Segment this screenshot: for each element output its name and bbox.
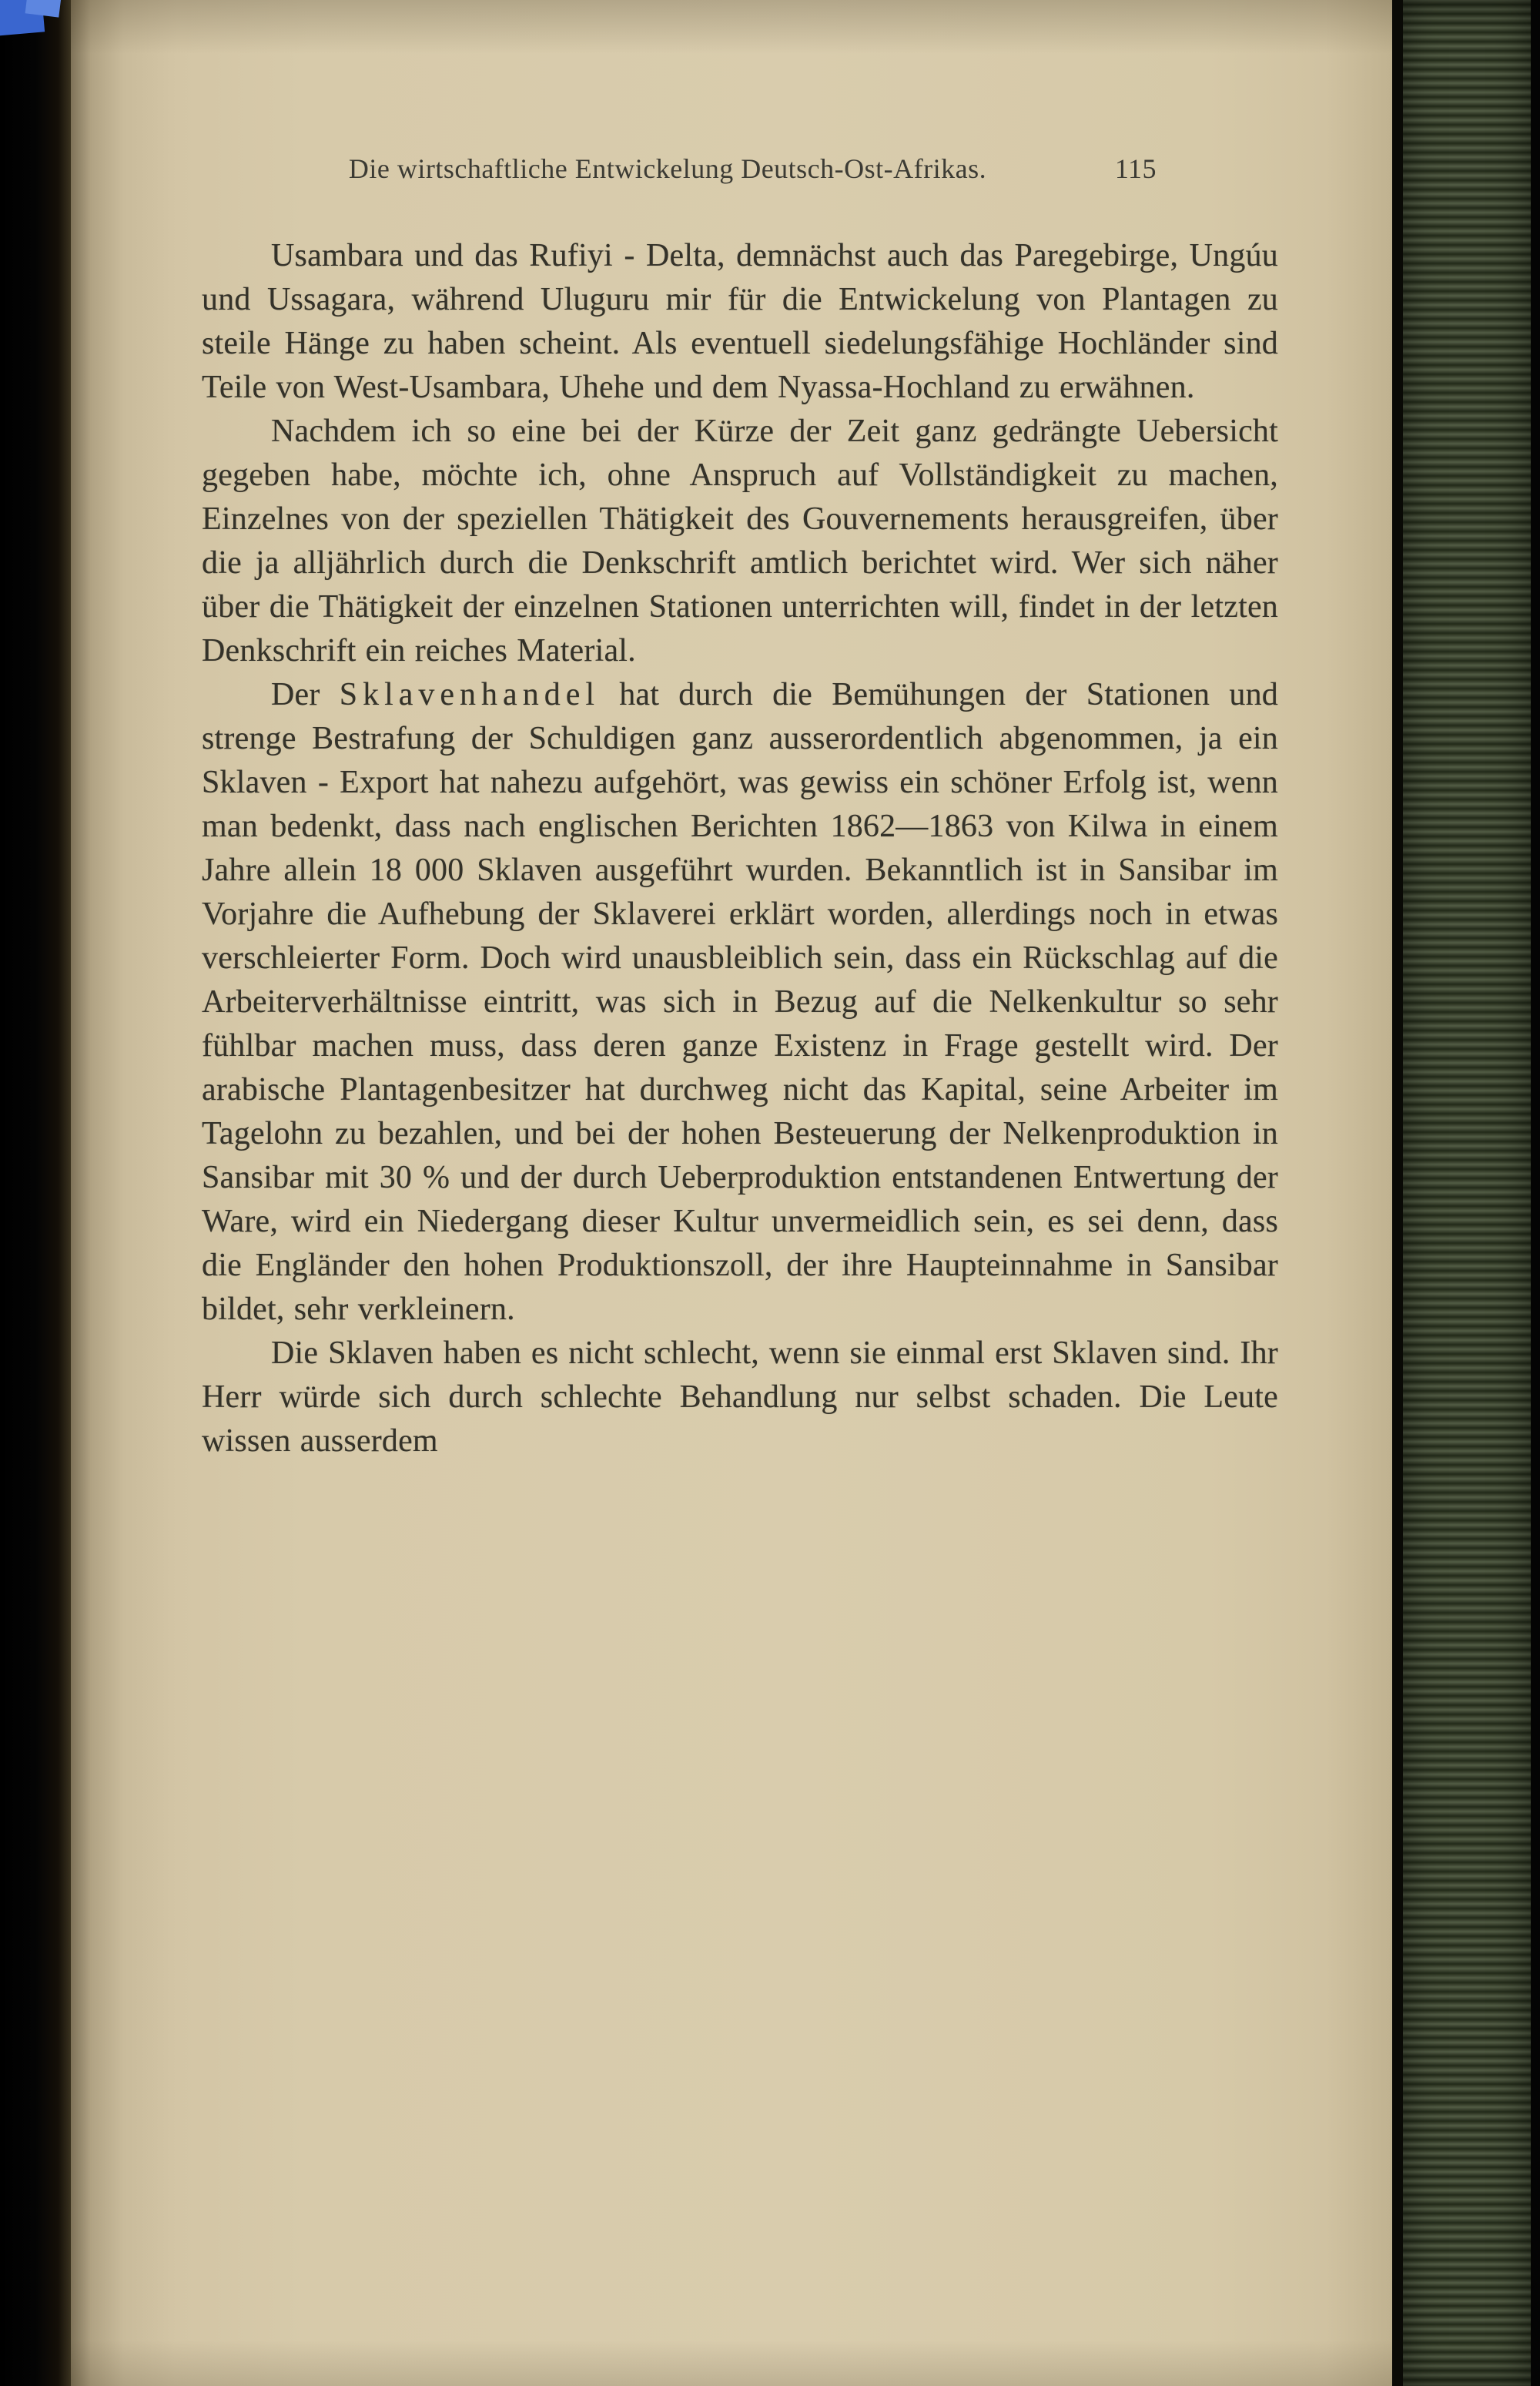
body-text bbox=[202, 234, 1278, 1463]
page-edge-gap bbox=[1392, 0, 1403, 2386]
paragraph: Usambara und das Rufiyi - Delta, demnächst auch das Paregebirge, Ungúu und Ussagara, während Uluguru mir für die Entwickelung von Plantagen zu steile Hänge zu haben scheint. Als eventuell siedelungsfähige Hochländer sind Teile von West-Usambara, Uhehe und dem Nyassa-Hochland zu erwähnen. bbox=[202, 238, 1278, 405]
scan-right-border bbox=[1531, 0, 1540, 2386]
running-header-title: Die wirtschaftliche Entwickelung Deutsch-Ost-Afrikas. bbox=[348, 153, 987, 184]
book-binding bbox=[0, 0, 71, 2386]
paragraph: Nachdem ich so eine bei der Kürze der Zeit ganz gedrängte Uebersicht gegeben habe, möchte ich, ohne Anspruch auf Vollständigkeit zu machen, Einzelnes von der speziellen Thätigkeit des Gouvernements herausgreifen, über die ja alljährlich durch die Denkschrift amtlich berichtet wird. Wer sich näher über die Thätigkeit der einzelnen Stationen unterrichten will, findet in der letzten Denkschrift ein reiches Material. bbox=[202, 414, 1278, 669]
page-number: 115 bbox=[1114, 153, 1157, 184]
fore-edge-pages bbox=[1403, 0, 1531, 2386]
paragraph bbox=[202, 673, 1278, 1332]
emphasized-word: Sklavenhandel bbox=[339, 677, 601, 712]
paragraph-lead: Der bbox=[271, 677, 340, 712]
paragraph-rest: hat durch die Bemühungen der Stationen und strenge Bestrafung der Schuldigen ganz ausserordentlich abgenommen, ja ein Sklaven - Export hat nahezu aufgehört, was gewiss ein schöner Erfolg ist, wenn man bedenkt, dass nach englischen Berichten 1862—1863 von Kilwa in einem Jahre allein 18 000 Sklaven ausgeführt wurden. Bekanntlich ist in Sansibar im Vorjahre die Aufhebung der Sklaverei erklärt worden, allerdings noch in etwas verschleierter Form. Doch wird unausbleiblich sein, dass ein Rückschlag auf die Arbeiterverhältnisse eintritt, was sich in Bezug auf die Nelkenkultur so sehr fühlbar machen muss, dass deren ganze Existenz in Frage gestellt wird. Der arabische Plantagenbesitzer hat durchweg nicht das Kapital, seine Arbeiter im Tagelohn zu bezahlen, und bei der hohen Besteuerung der Nelkenproduktion in Sansibar mit 30 % und der durch Ueberproduktion entstandenen Entwertung der Ware, wird ein Niedergang dieser Kultur unvermeidlich sein, es sei denn, dass die Engländer den hohen Produktionszoll, der ihre Haupteinnahme in Sansibar bildet, sehr verkleinern. bbox=[202, 677, 1278, 1327]
page-text bbox=[202, 152, 1278, 1463]
running-header bbox=[202, 152, 1278, 191]
paragraph: Die Sklaven haben es nicht schlecht, wenn sie einmal erst Sklaven sind. Ihr Herr würde sich durch schlechte Behandlung nur selbst schaden. Die Leute wissen ausserdem bbox=[202, 1335, 1278, 1459]
